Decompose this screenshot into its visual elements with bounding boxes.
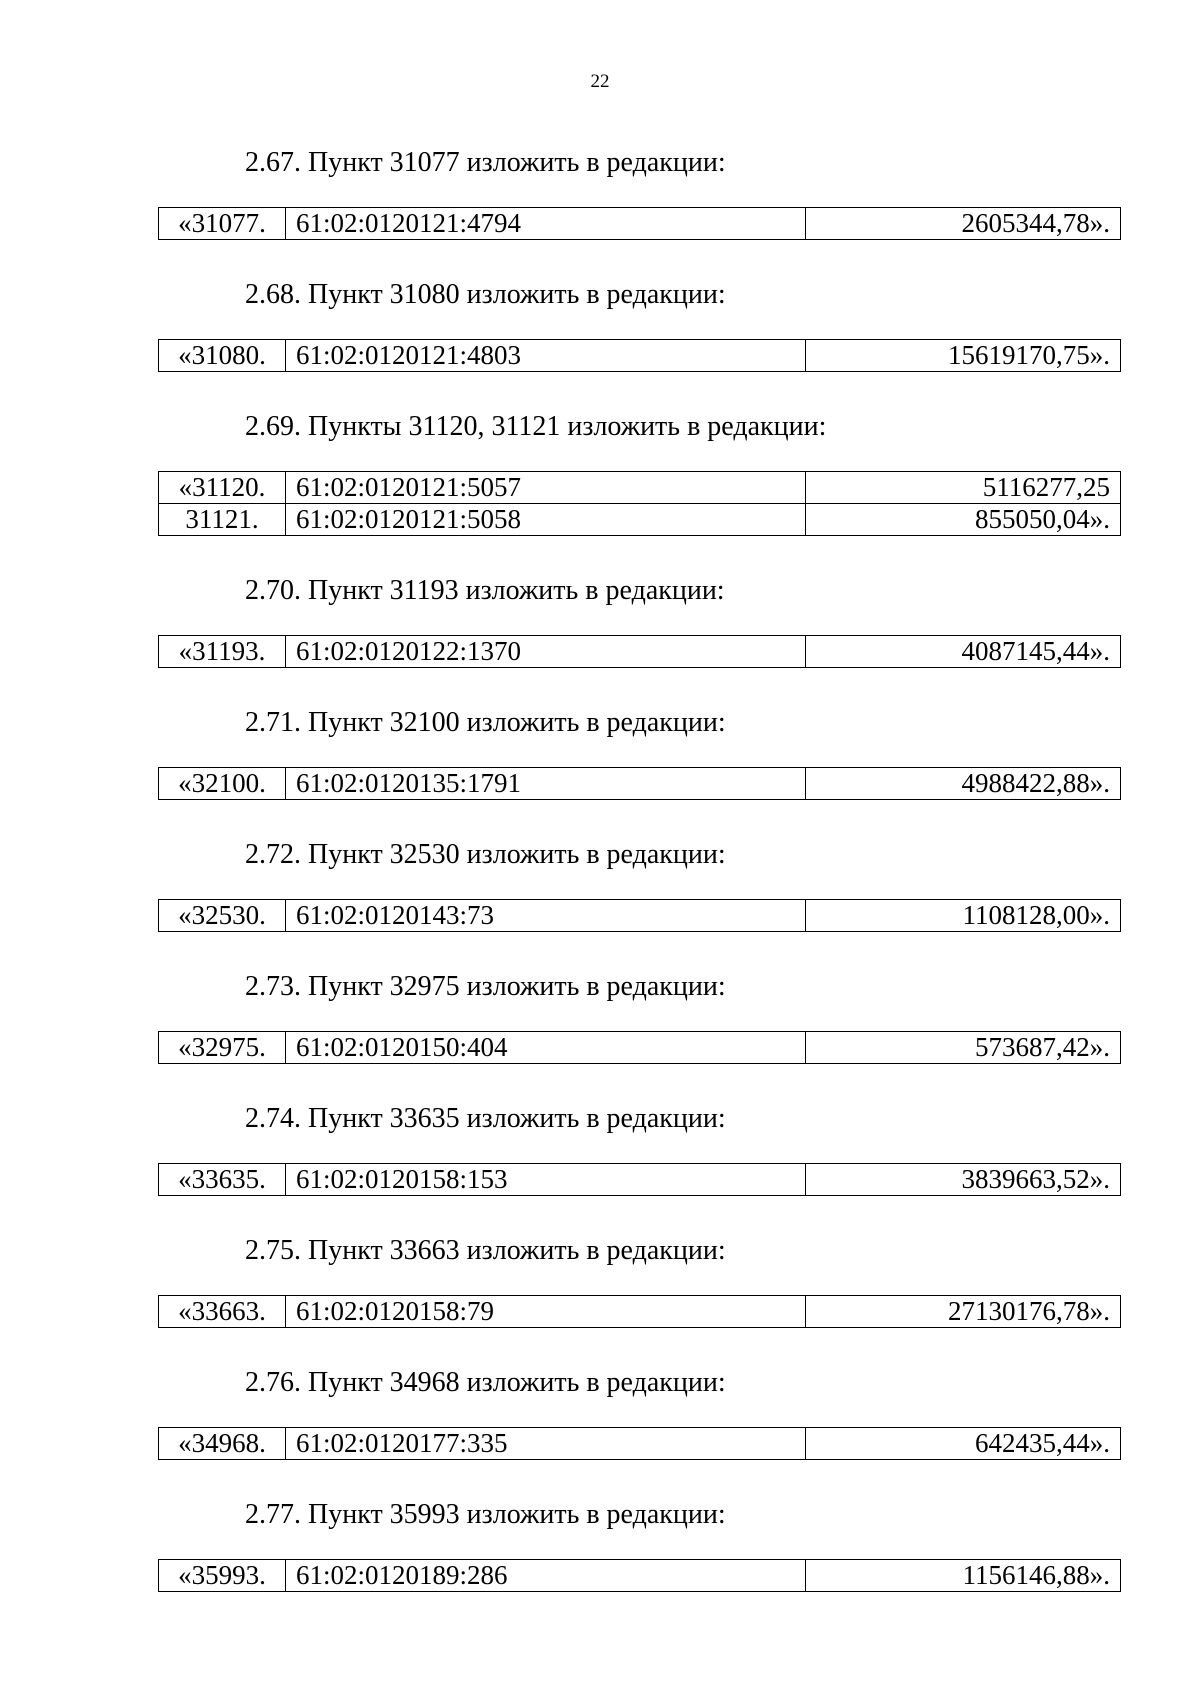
table-row [159,1164,1121,1196]
table-row [159,1428,1121,1460]
amendment-section [0,410,1200,536]
section-heading: 2.72. Пункт 32530 изложить в редакции: [245,839,726,870]
table-row [159,504,1121,536]
amendment-section [0,838,1200,932]
section-heading: 2.69. Пункты 31120, 31121 изложить в редакции: [245,411,827,442]
amendment-section [0,1366,1200,1460]
entry-table [158,899,1121,932]
cadastral-number-cell: 61:02:0120158:79 [286,1296,806,1328]
table-row [159,768,1121,800]
entry-table [158,339,1121,372]
entry-table [158,635,1121,668]
table-row [159,900,1121,932]
cadastral-value-cell: 5116277,25 [806,472,1121,504]
cadastral-value-cell: 3839663,52». [806,1164,1121,1196]
item-number-cell: «33663. [159,1296,286,1328]
cadastral-number-cell: 61:02:0120121:4803 [286,340,806,372]
section-heading: 2.74. Пункт 33635 изложить в редакции: [245,1103,726,1134]
item-number-cell: 31121. [159,504,286,536]
amendment-section [0,574,1200,668]
cadastral-number-cell: 61:02:0120135:1791 [286,768,806,800]
table-row [159,1032,1121,1064]
cadastral-value-cell: 573687,42». [806,1032,1121,1064]
cadastral-value-cell: 1156146,88». [806,1560,1121,1592]
item-number-cell: «34968. [159,1428,286,1460]
entry-table [158,207,1121,240]
section-heading: 2.77. Пункт 35993 изложить в редакции: [245,1499,726,1530]
section-heading: 2.68. Пункт 31080 изложить в редакции: [245,279,726,310]
table-row [159,636,1121,668]
entry-table [158,1559,1121,1592]
entry-table [158,1427,1121,1460]
cadastral-value-cell: 27130176,78». [806,1296,1121,1328]
section-heading: 2.76. Пункт 34968 изложить в редакции: [245,1367,726,1398]
section-heading: 2.67. Пункт 31077 изложить в редакции: [245,147,726,178]
amendment-section [0,970,1200,1064]
cadastral-number-cell: 61:02:0120121:5058 [286,504,806,536]
cadastral-value-cell: 642435,44». [806,1428,1121,1460]
amendment-section [0,1234,1200,1328]
entry-table [158,1031,1121,1064]
item-number-cell: «32975. [159,1032,286,1064]
amendment-section [0,1498,1200,1592]
cadastral-number-cell: 61:02:0120177:335 [286,1428,806,1460]
cadastral-number-cell: 61:02:0120121:4794 [286,208,806,240]
cadastral-value-cell: 15619170,75». [806,340,1121,372]
item-number-cell: «32530. [159,900,286,932]
cadastral-value-cell: 2605344,78». [806,208,1121,240]
table-row [159,472,1121,504]
cadastral-number-cell: 61:02:0120189:286 [286,1560,806,1592]
amendment-section [0,706,1200,800]
section-heading: 2.70. Пункт 31193 изложить в редакции: [245,575,725,606]
item-number-cell: «32100. [159,768,286,800]
item-number-cell: «31193. [159,636,286,668]
entry-table [158,1163,1121,1196]
cadastral-number-cell: 61:02:0120121:5057 [286,472,806,504]
cadastral-value-cell: 1108128,00». [806,900,1121,932]
item-number-cell: «35993. [159,1560,286,1592]
item-number-cell: «33635. [159,1164,286,1196]
table-row [159,1560,1121,1592]
entry-table [158,471,1121,536]
amendment-section [0,146,1200,240]
cadastral-number-cell: 61:02:0120150:404 [286,1032,806,1064]
table-row [159,208,1121,240]
cadastral-value-cell: 855050,04». [806,504,1121,536]
section-heading: 2.75. Пункт 33663 изложить в редакции: [245,1235,726,1266]
entry-table [158,767,1121,800]
section-heading: 2.73. Пункт 32975 изложить в редакции: [245,971,726,1002]
page-number: 22 [590,71,610,92]
amendment-section [0,1102,1200,1196]
section-heading: 2.71. Пункт 32100 изложить в редакции: [245,707,726,738]
item-number-cell: «31077. [159,208,286,240]
cadastral-number-cell: 61:02:0120122:1370 [286,636,806,668]
cadastral-number-cell: 61:02:0120143:73 [286,900,806,932]
table-row [159,340,1121,372]
cadastral-number-cell: 61:02:0120158:153 [286,1164,806,1196]
item-number-cell: «31120. [159,472,286,504]
item-number-cell: «31080. [159,340,286,372]
amendment-sections [0,146,1200,1592]
cadastral-value-cell: 4087145,44». [806,636,1121,668]
table-row [159,1296,1121,1328]
cadastral-value-cell: 4988422,88». [806,768,1121,800]
entry-table [158,1295,1121,1328]
amendment-section [0,278,1200,372]
